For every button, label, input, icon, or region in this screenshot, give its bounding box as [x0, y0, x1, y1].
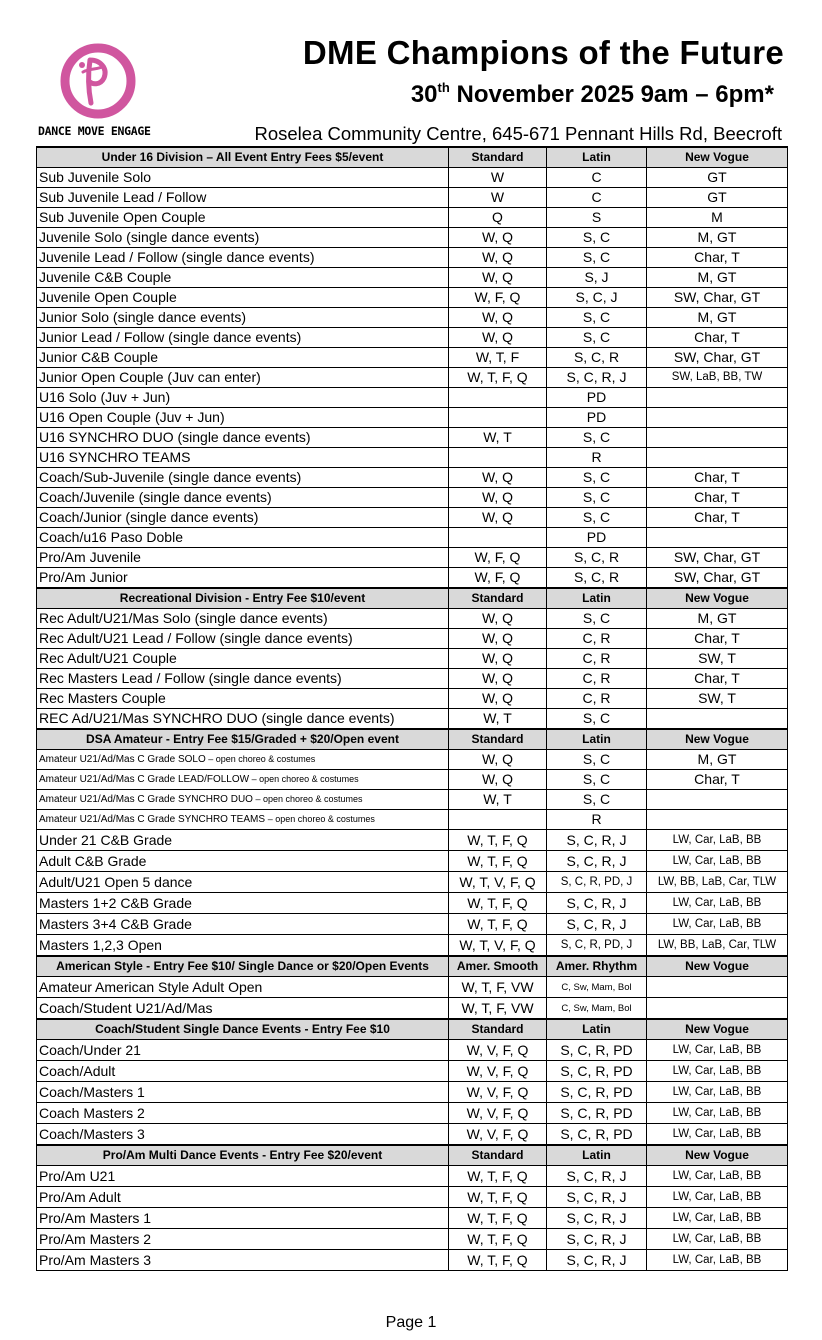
column-header: Standard — [449, 729, 547, 750]
dance-list: M, GT — [647, 609, 788, 629]
dance-list — [647, 428, 788, 448]
dance-list: LW, Car, LaB, BB — [647, 1187, 788, 1208]
event-name: Adult/U21 Open 5 dance — [37, 872, 449, 893]
dance-list — [449, 448, 547, 468]
dance-list: S, C, R — [547, 568, 647, 589]
date-day: 30 — [410, 81, 438, 108]
dance-list: W, T, F, Q — [449, 851, 547, 872]
column-header: Standard — [449, 147, 547, 168]
dance-list: LW, Car, LaB, BB — [647, 1040, 788, 1061]
dance-list: W, T, F, Q — [449, 830, 547, 851]
dance-list: W, T — [449, 428, 547, 448]
event-name: Coach/Masters 1 — [37, 1082, 449, 1103]
event-name: Coach/Adult — [37, 1061, 449, 1082]
section-title: Recreational Division - Entry Fee $10/event — [37, 588, 449, 609]
event-name: Sub Juvenile Open Couple — [37, 208, 449, 228]
dance-list: W, Q — [449, 248, 547, 268]
dance-list: Char, T — [647, 488, 788, 508]
page-number: Page 1 — [385, 1314, 437, 1331]
dance-list — [647, 528, 788, 548]
dance-list: S — [547, 208, 647, 228]
dance-list: W, Q — [449, 508, 547, 528]
table-row — [37, 750, 788, 770]
dance-list: GT — [647, 168, 788, 188]
event-name: Coach Masters 2 — [37, 1103, 449, 1124]
table-row — [37, 1187, 788, 1208]
dance-list: W, V, F, Q — [449, 1040, 547, 1061]
table-row — [37, 328, 788, 348]
dance-list: R — [547, 810, 647, 830]
dance-list: SW, LaB, BB, TW — [647, 368, 788, 388]
column-header: Latin — [547, 729, 647, 750]
dance-list: W, T, F — [449, 348, 547, 368]
event-name: Sub Juvenile Lead / Follow — [37, 188, 449, 208]
table-row — [37, 188, 788, 208]
dance-list — [647, 810, 788, 830]
event-name: Rec Adult/U21 Lead / Follow (single dance events) — [37, 629, 449, 649]
table-row — [37, 428, 788, 448]
table-row — [37, 1061, 788, 1082]
dance-list: W, Q — [449, 228, 547, 248]
dance-list: W, T, F, Q — [449, 893, 547, 914]
event-name: Juvenile C&B Couple — [37, 268, 449, 288]
dance-list: S, C, R, J — [547, 830, 647, 851]
section-header-row — [37, 588, 788, 609]
dance-list: S, C — [547, 508, 647, 528]
dance-list: Char, T — [647, 770, 788, 790]
dance-list: W, T, F, VW — [449, 977, 547, 998]
table-row — [37, 548, 788, 568]
column-header: New Vogue — [647, 956, 788, 977]
dance-list: W, T — [449, 709, 547, 730]
dance-list: S, C — [547, 709, 647, 730]
table-row — [37, 388, 788, 408]
event-name: Rec Masters Couple — [37, 689, 449, 709]
table-row — [37, 649, 788, 669]
table-row — [37, 488, 788, 508]
dance-list — [449, 528, 547, 548]
table-row — [37, 1040, 788, 1061]
event-name: Adult C&B Grade — [37, 851, 449, 872]
dance-list: S, C, R, J — [547, 1208, 647, 1229]
event-name — [37, 810, 449, 830]
dance-list: S, C, R, PD — [547, 1103, 647, 1124]
dance-list: W, Q — [449, 669, 547, 689]
dance-list: W, V, F, Q — [449, 1061, 547, 1082]
dance-list: S, C, R, J — [547, 914, 647, 935]
column-header: Standard — [449, 1019, 547, 1040]
dance-list: W, T, F, Q — [449, 914, 547, 935]
event-name — [37, 790, 449, 810]
table-row — [37, 851, 788, 872]
dance-list: W, Q — [449, 468, 547, 488]
event-name: Coach/Juvenile (single dance events) — [37, 488, 449, 508]
event-name: Junior Lead / Follow (single dance events) — [37, 328, 449, 348]
event-name: Juvenile Open Couple — [37, 288, 449, 308]
event-name: U16 Open Couple (Juv + Jun) — [37, 408, 449, 428]
event-name: Coach/Under 21 — [37, 1040, 449, 1061]
dance-list: SW, Char, GT — [647, 288, 788, 308]
dance-list: S, C, R, PD — [547, 1061, 647, 1082]
event-name: Coach/Sub-Juvenile (single dance events) — [37, 468, 449, 488]
dance-list: S, C, R, PD — [547, 1040, 647, 1061]
dance-list: PD — [547, 528, 647, 548]
table-row — [37, 669, 788, 689]
dance-list — [449, 810, 547, 830]
dance-list: W, V, F, Q — [449, 1103, 547, 1124]
section-title: Coach/Student Single Dance Events - Entry Fee $10 — [37, 1019, 449, 1040]
dance-list: Char, T — [647, 629, 788, 649]
dance-list: S, C — [547, 468, 647, 488]
dance-list: SW, Char, GT — [647, 568, 788, 589]
event-name: Rec Adult/U21 Couple — [37, 649, 449, 669]
dance-list: C, R — [547, 669, 647, 689]
dance-list: LW, Car, LaB, BB — [647, 1229, 788, 1250]
event-name: Coach/u16 Paso Doble — [37, 528, 449, 548]
section-title: Under 16 Division – All Event Entry Fees $5/event — [37, 147, 449, 168]
dance-list: W, T, F, Q — [449, 1208, 547, 1229]
table-row — [37, 709, 788, 730]
dance-list: W, Q — [449, 770, 547, 790]
dance-list: W, Q — [449, 308, 547, 328]
dance-list: S, C — [547, 609, 647, 629]
column-header: Amer. Rhythm — [547, 956, 647, 977]
table-row — [37, 998, 788, 1020]
dance-list: S, C — [547, 308, 647, 328]
event-name: Coach/Student U21/Ad/Mas — [37, 998, 449, 1020]
dance-list: S, C, R, J — [547, 1250, 647, 1271]
event-name: Junior Open Couple (Juv can enter) — [37, 368, 449, 388]
section-header-row — [37, 1145, 788, 1166]
dance-list: Char, T — [647, 468, 788, 488]
dance-list — [647, 709, 788, 730]
event-name-main: Amateur U21/Ad/Mas C Grade SOLO — [39, 754, 206, 765]
dance-list: LW, Car, LaB, BB — [647, 1061, 788, 1082]
event-name: Pro/Am Masters 1 — [37, 1208, 449, 1229]
event-name — [37, 750, 449, 770]
dance-list: W, T, F, Q — [449, 368, 547, 388]
table-row — [37, 914, 788, 935]
dance-list: LW, Car, LaB, BB — [647, 830, 788, 851]
event-name: Pro/Am Junior — [37, 568, 449, 589]
table-row — [37, 1250, 788, 1271]
dance-list: M, GT — [647, 228, 788, 248]
dance-list: W, Q — [449, 629, 547, 649]
dance-list — [647, 448, 788, 468]
date-rest: November 2025 9am – 6pm* — [449, 81, 774, 108]
dance-list: LW, Car, LaB, BB — [647, 914, 788, 935]
event-name: Amateur American Style Adult Open — [37, 977, 449, 998]
event-name: U16 SYNCHRO DUO (single dance events) — [37, 428, 449, 448]
venue: Roselea Community Centre, 645-671 Pennant Hills Rd, Beecroft — [254, 123, 782, 144]
dance-list: PD — [547, 408, 647, 428]
dance-list: LW, Car, LaB, BB — [647, 851, 788, 872]
event-name: Pro/Am Masters 2 — [37, 1229, 449, 1250]
column-header: New Vogue — [647, 1145, 788, 1166]
event-name-note: – open choreo & costumes — [267, 814, 375, 824]
table-row — [37, 770, 788, 790]
column-header: Standard — [449, 588, 547, 609]
table-row — [37, 629, 788, 649]
dance-list: LW, Car, LaB, BB — [647, 1250, 788, 1271]
dance-list: S, C, R, J — [547, 1187, 647, 1208]
dance-list: Char, T — [647, 508, 788, 528]
dance-list — [449, 408, 547, 428]
dance-list: S, C, R, J — [547, 851, 647, 872]
dance-list: W, Q — [449, 609, 547, 629]
table-row — [37, 208, 788, 228]
dance-list: W, T, F, VW — [449, 998, 547, 1020]
dance-list: W, Q — [449, 689, 547, 709]
dance-list: S, C, R — [547, 548, 647, 568]
dance-figure-logo-icon — [38, 38, 158, 124]
event-date — [200, 80, 774, 109]
dance-list: W, F, Q — [449, 288, 547, 308]
dance-list: S, C — [547, 770, 647, 790]
event-name-main: Amateur U21/Ad/Mas C Grade SYNCHRO DUO — [39, 794, 253, 805]
table-row — [37, 1124, 788, 1146]
dance-list: S, C — [547, 248, 647, 268]
table-row — [37, 609, 788, 629]
events-table — [36, 146, 788, 1271]
dance-list: LW, Car, LaB, BB — [647, 1166, 788, 1187]
section-title: DSA Amateur - Entry Fee $15/Graded + $20/Open event — [37, 729, 449, 750]
dance-list: W, Q — [449, 649, 547, 669]
dance-list: LW, Car, LaB, BB — [647, 1124, 788, 1146]
events-table-body — [37, 147, 788, 1271]
dance-list: C, R — [547, 649, 647, 669]
event-name: Pro/Am Adult — [37, 1187, 449, 1208]
dance-list: S, C, R, PD, J — [547, 935, 647, 957]
event-name: Under 21 C&B Grade — [37, 830, 449, 851]
dance-list: S, C, R, PD — [547, 1124, 647, 1146]
dance-list: SW, T — [647, 689, 788, 709]
section-header-row — [37, 147, 788, 168]
column-header: New Vogue — [647, 1019, 788, 1040]
dance-list: S, C, R, PD — [547, 1082, 647, 1103]
event-name: Masters 1+2 C&B Grade — [37, 893, 449, 914]
event-name-note: – open choreo & costumes — [249, 774, 359, 784]
table-row — [37, 288, 788, 308]
page-title: DME Champions of the Future — [302, 34, 784, 71]
dance-list: S, C — [547, 428, 647, 448]
dance-list: S, C, R, J — [547, 1229, 647, 1250]
dance-list: S, C, R, J — [547, 893, 647, 914]
dance-list: S, C, R, PD, J — [547, 872, 647, 893]
dance-list — [647, 790, 788, 810]
event-name: Coach/Masters 3 — [37, 1124, 449, 1146]
dance-list: LW, Car, LaB, BB — [647, 893, 788, 914]
table-row — [37, 810, 788, 830]
dance-list: SW, Char, GT — [647, 348, 788, 368]
dance-list: S, C — [547, 228, 647, 248]
section-title: American Style - Entry Fee $10/ Single Dance or $20/Open Events — [37, 956, 449, 977]
dance-list — [647, 977, 788, 998]
dance-list: GT — [647, 188, 788, 208]
table-row — [37, 268, 788, 288]
table-row — [37, 830, 788, 851]
table-row — [37, 348, 788, 368]
dance-list: W, Q — [449, 750, 547, 770]
dance-list: C — [547, 168, 647, 188]
table-row — [37, 168, 788, 188]
column-header: Latin — [547, 1019, 647, 1040]
event-name: Juvenile Solo (single dance events) — [37, 228, 449, 248]
dance-list: W, T, F, Q — [449, 1166, 547, 1187]
table-row — [37, 368, 788, 388]
event-name-note: – open choreo & costumes — [252, 794, 363, 804]
dance-list — [647, 408, 788, 428]
dance-list: S, C, R, J — [547, 1166, 647, 1187]
dance-list: M, GT — [647, 750, 788, 770]
section-header-row — [37, 956, 788, 977]
event-name: Junior Solo (single dance events) — [37, 308, 449, 328]
dance-list: W, T, V, F, Q — [449, 872, 547, 893]
event-name-main: Amateur U21/Ad/Mas C Grade SYNCHRO TEAMS — [39, 814, 268, 825]
table-row — [37, 1082, 788, 1103]
table-row — [37, 408, 788, 428]
dance-list: SW, Char, GT — [647, 548, 788, 568]
dance-list: W, T — [449, 790, 547, 810]
event-name: Coach/Junior (single dance events) — [37, 508, 449, 528]
event-name: Junior C&B Couple — [37, 348, 449, 368]
table-row — [37, 468, 788, 488]
dance-list: M, GT — [647, 268, 788, 288]
dance-list — [647, 388, 788, 408]
dance-list: S, J — [547, 268, 647, 288]
dance-list: W, T, F, Q — [449, 1229, 547, 1250]
event-name: Juvenile Lead / Follow (single dance events) — [37, 248, 449, 268]
event-name: REC Ad/U21/Mas SYNCHRO DUO (single dance events) — [37, 709, 449, 730]
section-title: Pro/Am Multi Dance Events - Entry Fee $20/event — [37, 1145, 449, 1166]
dance-list: W, F, Q — [449, 568, 547, 589]
table-row — [37, 508, 788, 528]
dance-list: S, C, R, J — [547, 368, 647, 388]
dance-list: W, V, F, Q — [449, 1124, 547, 1146]
dance-list: LW, Car, LaB, BB — [647, 1103, 788, 1124]
dance-list: M — [647, 208, 788, 228]
dance-list: LW, BB, LaB, Car, TLW — [647, 935, 788, 957]
column-header: Standard — [449, 1145, 547, 1166]
dance-list: C, Sw, Mam, Bol — [547, 977, 647, 998]
dance-list: PD — [547, 388, 647, 408]
event-name: U16 SYNCHRO TEAMS — [37, 448, 449, 468]
table-row — [37, 1166, 788, 1187]
table-row — [37, 528, 788, 548]
dance-list — [449, 388, 547, 408]
dance-list: Char, T — [647, 248, 788, 268]
dance-list: R — [547, 448, 647, 468]
dance-list: W, Q — [449, 268, 547, 288]
logo-text: DANCE MOVE ENGAGE — [38, 124, 151, 138]
event-name: Sub Juvenile Solo — [37, 168, 449, 188]
table-row — [37, 1229, 788, 1250]
event-name: U16 Solo (Juv + Jun) — [37, 388, 449, 408]
dance-list: W, Q — [449, 328, 547, 348]
dance-list: C, R — [547, 629, 647, 649]
dance-list: LW, Car, LaB, BB — [647, 1082, 788, 1103]
table-row — [37, 568, 788, 589]
section-header-row — [37, 1019, 788, 1040]
event-name: Pro/Am Masters 3 — [37, 1250, 449, 1271]
dance-list: LW, BB, LaB, Car, TLW — [647, 872, 788, 893]
dance-list: Char, T — [647, 328, 788, 348]
dance-list: Q — [449, 208, 547, 228]
event-name: Pro/Am U21 — [37, 1166, 449, 1187]
table-row — [37, 872, 788, 893]
event-name: Rec Masters Lead / Follow (single dance events) — [37, 669, 449, 689]
dance-list: W — [449, 188, 547, 208]
table-row — [37, 228, 788, 248]
table-row — [37, 790, 788, 810]
dance-list: W — [449, 168, 547, 188]
table-row — [37, 689, 788, 709]
dance-list: C — [547, 188, 647, 208]
dance-list: W, V, F, Q — [449, 1082, 547, 1103]
event-name-note: – open choreo & costumes — [205, 754, 316, 764]
event-name: Pro/Am Juvenile — [37, 548, 449, 568]
dme-logo — [38, 38, 158, 143]
dance-list: S, C — [547, 790, 647, 810]
dance-list: M, GT — [647, 308, 788, 328]
column-header: Latin — [547, 588, 647, 609]
table-row — [37, 1103, 788, 1124]
dance-list: W, T, F, Q — [449, 1187, 547, 1208]
dance-list: S, C, J — [547, 288, 647, 308]
table-row — [37, 977, 788, 998]
column-header: New Vogue — [647, 729, 788, 750]
dance-list: C, R — [547, 689, 647, 709]
column-header: Amer. Smooth — [449, 956, 547, 977]
dance-list: S, C — [547, 328, 647, 348]
section-header-row — [37, 729, 788, 750]
dance-list: Char, T — [647, 669, 788, 689]
column-header: New Vogue — [647, 588, 788, 609]
dance-list: W, T, V, F, Q — [449, 935, 547, 957]
dance-list: S, C, R — [547, 348, 647, 368]
dance-list: W, Q — [449, 488, 547, 508]
column-header: Latin — [547, 147, 647, 168]
event-name-main: Amateur U21/Ad/Mas C Grade LEAD/FOLLOW — [39, 774, 250, 785]
column-header: Latin — [547, 1145, 647, 1166]
event-name — [37, 770, 449, 790]
dance-list: C, Sw, Mam, Bol — [547, 998, 647, 1020]
column-header: New Vogue — [647, 147, 788, 168]
event-name: Rec Adult/U21/Mas Solo (single dance events) — [37, 609, 449, 629]
table-row — [37, 935, 788, 957]
table-row — [37, 308, 788, 328]
dance-list: S, C — [547, 488, 647, 508]
dance-list: W, F, Q — [449, 548, 547, 568]
table-row — [37, 893, 788, 914]
dance-list: W, T, F, Q — [449, 1250, 547, 1271]
dance-list: S, C — [547, 750, 647, 770]
dance-list: SW, T — [647, 649, 788, 669]
table-row — [37, 1208, 788, 1229]
date-suffix: th — [437, 80, 450, 95]
event-name: Masters 3+4 C&B Grade — [37, 914, 449, 935]
dance-list — [647, 998, 788, 1020]
event-name: Masters 1,2,3 Open — [37, 935, 449, 957]
table-row — [37, 248, 788, 268]
table-row — [37, 448, 788, 468]
dance-list: LW, Car, LaB, BB — [647, 1208, 788, 1229]
